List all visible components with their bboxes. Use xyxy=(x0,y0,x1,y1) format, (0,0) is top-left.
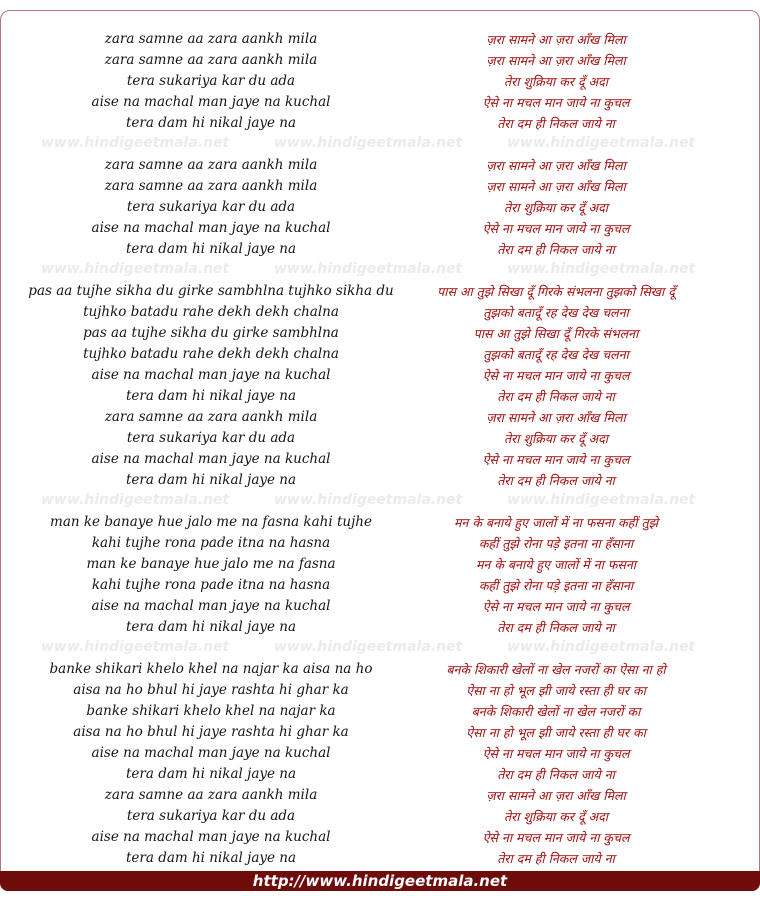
lyric-hindi: पास आ तुझे सिखा दूँ गिरके संभलना तुझको सिखा दूँ xyxy=(437,284,675,299)
lyric-line xyxy=(1,344,759,365)
lyric-english: tera sukariya kar du ada xyxy=(126,73,296,89)
lyric-english: tera dam hi nikal jaye na xyxy=(125,388,297,404)
lyric-line xyxy=(1,827,759,848)
lyric-hindi: ज़रा सामने आ ज़रा आँख मिला xyxy=(486,179,626,194)
watermark-text: www.hindigeetmala.net xyxy=(274,261,463,277)
lyric-line xyxy=(1,197,759,218)
watermark-text: www.hindigeetmala.net xyxy=(507,492,696,508)
lyric-line xyxy=(1,302,759,323)
lyric-english: aisa na ho bhul hi jaye rashta hi ghar ka xyxy=(73,724,349,740)
lyric-line xyxy=(1,848,759,869)
watermark-text: www.hindigeetmala.net xyxy=(41,492,230,508)
watermark-row xyxy=(1,260,759,281)
lyric-line xyxy=(1,365,759,386)
lyric-line xyxy=(1,617,759,638)
lyric-english: banke shikari khelo khel na najar ka xyxy=(86,703,336,719)
lyric-hindi: ज़रा सामने आ ज़रा आँख मिला xyxy=(486,788,626,803)
lyric-hindi: तेरा दम ही निकल जाये ना xyxy=(497,851,615,866)
lyric-english: tera dam hi nikal jaye na xyxy=(125,850,297,866)
watermark-text: www.hindigeetmala.net xyxy=(41,261,230,277)
lyric-hindi: तेरा शुक्रिया कर दूँ अदा xyxy=(504,200,608,215)
lyric-english: aise na machal man jaye na kuchal xyxy=(91,94,331,110)
lyrics-card xyxy=(0,10,760,888)
lyric-line xyxy=(1,449,759,470)
lyric-hindi: तुझको बतादूँ रह देख देख चलना xyxy=(483,305,629,320)
watermark-text: www.hindigeetmala.net xyxy=(274,639,463,655)
lyric-line xyxy=(1,764,759,785)
lyric-english: aisa na ho bhul hi jaye rashta hi ghar ka xyxy=(73,682,349,698)
lyric-hindi: तेरा शुक्रिया कर दूँ अदा xyxy=(504,74,608,89)
lyric-line xyxy=(1,281,759,302)
watermark-text: www.hindigeetmala.net xyxy=(507,135,696,151)
lyric-english: man ke banaye hue jalo me na fasna kahi tujhe xyxy=(50,514,372,530)
lyric-english: zara samne aa zara aankh mila xyxy=(104,178,318,194)
lyric-hindi: ऐसा ना हो भूल झी जाये रस्ता ही घर का xyxy=(466,725,646,740)
lyric-english: pas aa tujhe sikha du girke sambhlna tujhko sikha du xyxy=(28,283,394,299)
lyric-english: tera dam hi nikal jaye na xyxy=(125,619,297,635)
lyric-line xyxy=(1,659,759,680)
lyric-line xyxy=(1,785,759,806)
lyric-line xyxy=(1,239,759,260)
lyric-line xyxy=(1,428,759,449)
lyric-line xyxy=(1,176,759,197)
lyric-hindi: मन के बनाये हुए जालों में ना फसना xyxy=(475,557,637,572)
lyric-line xyxy=(1,722,759,743)
lyric-english: aise na machal man jaye na kuchal xyxy=(91,745,331,761)
lyric-line xyxy=(1,554,759,575)
lyric-hindi: कहीं तुझे रोना पड़े इतना ना हँसाना xyxy=(478,536,634,551)
lyric-hindi: ऐसे ना मचल मान जाये ना कुचल xyxy=(482,746,630,761)
lyric-english: tera sukariya kar du ada xyxy=(126,430,296,446)
lyric-line xyxy=(1,806,759,827)
lyric-english: kahi tujhe rona pade itna na hasna xyxy=(91,577,331,593)
lyric-line xyxy=(1,512,759,533)
watermark-text: www.hindigeetmala.net xyxy=(507,261,696,277)
lyric-line xyxy=(1,113,759,134)
lyrics-container xyxy=(1,29,759,869)
lyric-hindi: तुझको बतादूँ रह देख देख चलना xyxy=(483,347,629,362)
watermark-row xyxy=(1,134,759,155)
lyric-english: tera sukariya kar du ada xyxy=(126,199,296,215)
footer-url-bar[interactable] xyxy=(0,871,760,891)
lyric-hindi: बनके शिकारी खेलों ना खेल नजरों का ऐसा ना हो xyxy=(446,662,666,677)
lyric-line xyxy=(1,29,759,50)
watermark-text: www.hindigeetmala.net xyxy=(41,639,230,655)
footer-url-link[interactable]: http://www.hindigeetmala.net xyxy=(252,872,508,890)
lyric-hindi: तेरा दम ही निकल जाये ना xyxy=(497,116,615,131)
lyric-hindi: ऐसे ना मचल मान जाये ना कुचल xyxy=(482,830,630,845)
lyric-english: banke shikari khelo khel na najar ka aisa na ho xyxy=(49,661,373,677)
lyric-hindi: ऐसे ना मचल मान जाये ना कुचल xyxy=(482,95,630,110)
lyric-line xyxy=(1,680,759,701)
lyric-line xyxy=(1,407,759,428)
lyric-line xyxy=(1,155,759,176)
watermark-text: www.hindigeetmala.net xyxy=(41,135,230,151)
stanza-separator xyxy=(1,638,759,659)
lyric-line xyxy=(1,218,759,239)
lyric-english: man ke banaye hue jalo me na fasna xyxy=(86,556,336,572)
watermark-text: www.hindigeetmala.net xyxy=(274,492,463,508)
lyric-english: tera dam hi nikal jaye na xyxy=(125,766,297,782)
lyric-english: zara samne aa zara aankh mila xyxy=(104,409,318,425)
lyric-hindi: ज़रा सामने आ ज़रा आँख मिला xyxy=(486,158,626,173)
lyric-hindi: तेरा दम ही निकल जाये ना xyxy=(497,620,615,635)
lyric-hindi: तेरा दम ही निकल जाये ना xyxy=(497,242,615,257)
lyric-hindi: ज़रा सामने आ ज़रा आँख मिला xyxy=(486,32,626,47)
lyric-line xyxy=(1,470,759,491)
lyric-line xyxy=(1,533,759,554)
watermark-row xyxy=(1,491,759,512)
lyric-english: aise na machal man jaye na kuchal xyxy=(91,829,331,845)
lyric-hindi: तेरा शुक्रिया कर दूँ अदा xyxy=(504,431,608,446)
lyric-line xyxy=(1,743,759,764)
stanza-separator xyxy=(1,260,759,281)
lyric-english: aise na machal man jaye na kuchal xyxy=(91,598,331,614)
lyric-english: tera dam hi nikal jaye na xyxy=(125,472,297,488)
lyric-line xyxy=(1,92,759,113)
lyric-line xyxy=(1,50,759,71)
lyric-english: aise na machal man jaye na kuchal xyxy=(91,451,331,467)
lyric-hindi: पास आ तुझे सिखा दूँ गिरके संभलना xyxy=(473,326,639,341)
lyric-hindi: ऐसे ना मचल मान जाये ना कुचल xyxy=(482,452,630,467)
lyric-english: zara samne aa zara aankh mila xyxy=(104,787,318,803)
lyric-english: aise na machal man jaye na kuchal xyxy=(91,220,331,236)
lyric-english: zara samne aa zara aankh mila xyxy=(104,157,318,173)
lyric-hindi: बनके शिकारी खेलों ना खेल नजरों का xyxy=(471,704,641,719)
lyric-english: zara samne aa zara aankh mila xyxy=(104,52,318,68)
lyric-hindi: ऐसे ना मचल मान जाये ना कुचल xyxy=(482,368,630,383)
lyric-english: tera dam hi nikal jaye na xyxy=(125,115,297,131)
lyric-english: tera dam hi nikal jaye na xyxy=(125,241,297,257)
lyric-hindi: ऐसा ना हो भूल झी जाये रस्ता ही घर का xyxy=(466,683,646,698)
lyric-english: zara samne aa zara aankh mila xyxy=(104,31,318,47)
lyric-line xyxy=(1,575,759,596)
lyric-english: tera sukariya kar du ada xyxy=(126,808,296,824)
lyric-line xyxy=(1,71,759,92)
lyric-hindi: तेरा दम ही निकल जाये ना xyxy=(497,473,615,488)
lyric-line xyxy=(1,596,759,617)
lyric-line xyxy=(1,323,759,344)
watermark-row xyxy=(1,638,759,659)
lyric-line xyxy=(1,701,759,722)
lyric-hindi: ज़रा सामने आ ज़रा आँख मिला xyxy=(486,410,626,425)
lyric-hindi: मन के बनाये हुए जालों में ना फसना कहीं तुझे xyxy=(453,515,659,530)
watermark-text: www.hindigeetmala.net xyxy=(274,135,463,151)
lyric-english: pas aa tujhe sikha du girke sambhlna xyxy=(83,325,339,341)
lyric-hindi: ज़रा सामने आ ज़रा आँख मिला xyxy=(486,53,626,68)
stanza-separator xyxy=(1,134,759,155)
lyric-english: tujhko batadu rahe dekh dekh chalna xyxy=(83,346,339,362)
lyric-hindi: कहीं तुझे रोना पड़े इतना ना हँसाना xyxy=(478,578,634,593)
lyric-hindi: ऐसे ना मचल मान जाये ना कुचल xyxy=(482,599,630,614)
stanza-separator xyxy=(1,491,759,512)
lyric-english: tujhko batadu rahe dekh dekh chalna xyxy=(83,304,339,320)
lyric-hindi: तेरा दम ही निकल जाये ना xyxy=(497,389,615,404)
lyric-hindi: तेरा शुक्रिया कर दूँ अदा xyxy=(504,809,608,824)
lyric-english: aise na machal man jaye na kuchal xyxy=(91,367,331,383)
lyric-english: kahi tujhe rona pade itna na hasna xyxy=(91,535,331,551)
lyric-hindi: तेरा दम ही निकल जाये ना xyxy=(497,767,615,782)
lyric-line xyxy=(1,386,759,407)
watermark-text: www.hindigeetmala.net xyxy=(507,639,696,655)
lyric-hindi: ऐसे ना मचल मान जाये ना कुचल xyxy=(482,221,630,236)
